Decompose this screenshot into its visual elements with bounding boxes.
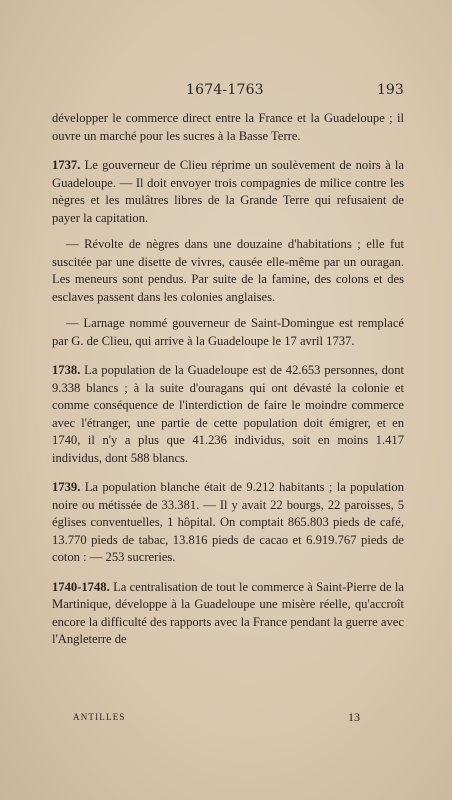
year-label: 1737. bbox=[52, 158, 81, 172]
year-label: 1738. bbox=[52, 363, 81, 377]
signature-mark: ANTILLES bbox=[73, 712, 126, 722]
paragraph-text: — Larnage nommé gouverneur de Saint-Domingue est remplacé par G. de Clieu, qui arrive à la Guadeloupe le 17 avril 1737. bbox=[52, 316, 404, 348]
paragraph-revolt bbox=[52, 236, 404, 306]
paragraph-text: La centralisation de tout le commerce à Saint-Pierre de la Martinique, développe à la Guadeloupe une misère réelle, qu'accroît encore la difficulté des rapports avec la France pendant la guerre avec l'Angleterre de bbox=[52, 579, 404, 646]
year-label: 1740-1748. bbox=[52, 579, 110, 594]
paragraph-text: La population de la Guadeloupe est de 42.653 personnes, dont 9.338 blancs ; à la suite d'ouragans qui ont dévasté la colonie et comme conséquence de l'interdiction de faire le moindre commerce avec l'étranger, une partie de cette population doit émigrer, et en 1740, il n'y a plus que 41.236 individus, soit en moins 1.417 individus, dont 588 blancs. bbox=[52, 363, 404, 465]
paragraph-text: développer le commerce direct entre la France et la Guadeloupe ; il ouvre un marché pour les sucres à la Basse Terre. bbox=[52, 111, 404, 143]
paragraph-1738 bbox=[52, 362, 404, 467]
page-number: 193 bbox=[377, 82, 404, 98]
paragraph-1739 bbox=[52, 479, 404, 567]
paragraph-text: La population blanche était de 9.212 habitants ; la population noire ou métissée de 33.381. — Il y avait 22 bourgs, 22 paroisses, 5 églises conventuelles, 1 hôpital. On comptait 865.803 pieds de café, 13.770 pieds de tabac, 13.816 pieds de cacao et 6.919.767 pieds de coton : — 253 sucreries. bbox=[52, 480, 404, 564]
sheet-number: 13 bbox=[348, 710, 360, 724]
year-label: 1739. bbox=[52, 480, 81, 494]
page-header bbox=[0, 82, 452, 102]
running-head-date-range: 1674-1763 bbox=[186, 82, 264, 98]
page-footer bbox=[0, 712, 452, 730]
paragraph-text: — Révolte de nègres dans une douzaine d'habitations ; elle fut suscitée par une disette de vivres, causée elle-même par un ouragan. Les meneurs sont pendus. Par suite de la famine, des colons et des esclaves passent dans les colonies anglaises. bbox=[52, 237, 404, 304]
paragraph-text: Le gouverneur de Clieu réprime un soulèvement de noirs à la Guadeloupe. — Il doit envoyer trois compagnies de milice contre les nègres et les mulâtres libres de la Grande Terre qui refusaient de payer la capitation. bbox=[52, 158, 404, 225]
paragraph-larnage bbox=[52, 315, 404, 350]
page-body bbox=[52, 110, 404, 649]
paragraph-continuation bbox=[52, 110, 404, 145]
paragraph-1740-1748 bbox=[52, 579, 404, 649]
paragraph-1737 bbox=[52, 157, 404, 227]
